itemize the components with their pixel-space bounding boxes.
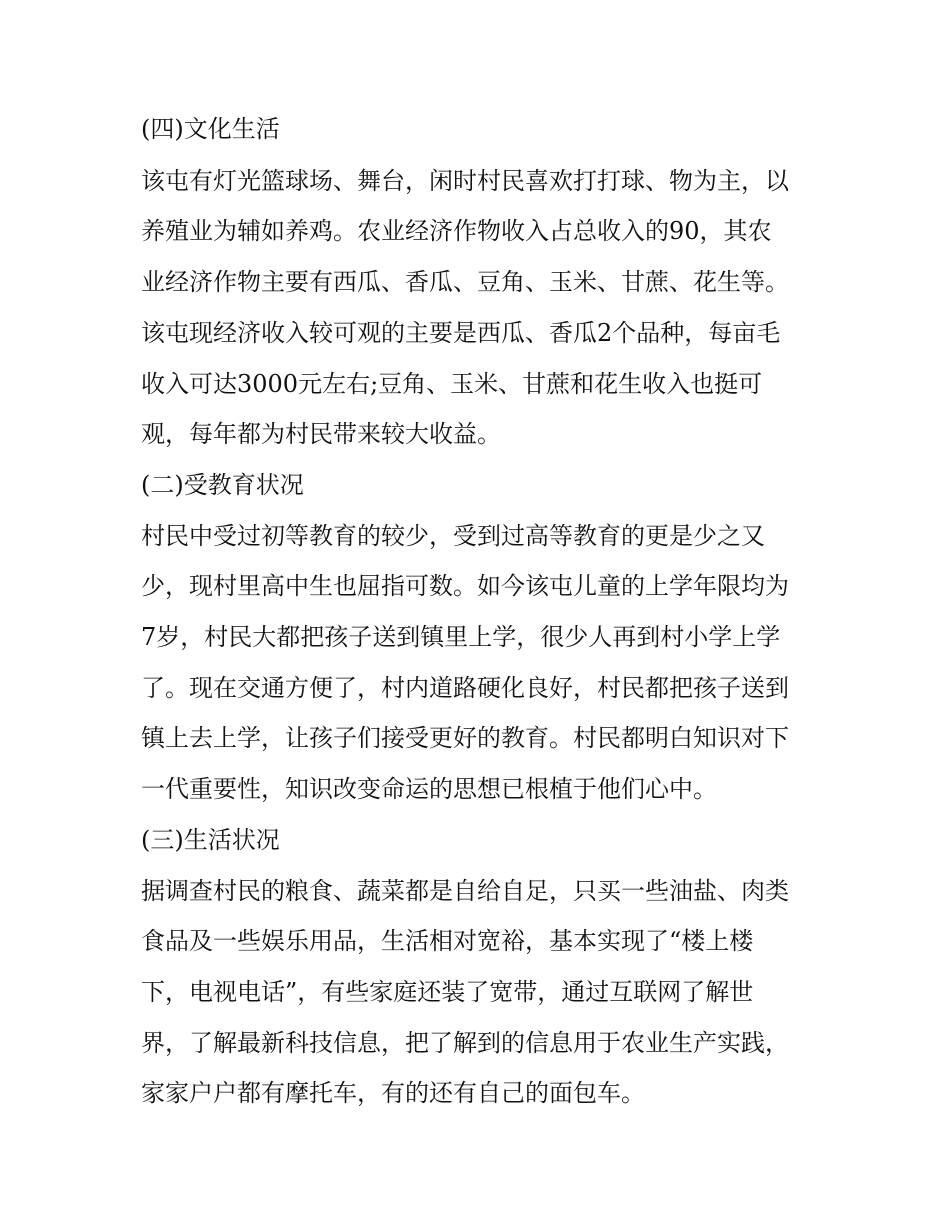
paragraph-line: 观，每年都为村民带来较大收益。 bbox=[141, 420, 501, 448]
section-heading-living: (三)生活状况 bbox=[141, 826, 280, 854]
paragraph-line: 家家户户都有摩托车，有的还有自己的面包车。 bbox=[141, 1079, 645, 1107]
paragraph-line: 养殖业为辅如养鸡。农业经济作物收入占总收入的90，其农 bbox=[141, 217, 772, 245]
paragraph-line: 7岁，村民大都把孩子送到镇里上学，很少人再到村小学上学 bbox=[141, 623, 781, 651]
paragraph-line: 界，了解最新科技信息，把了解到的信息用于农业生产实践， bbox=[141, 1029, 789, 1057]
paragraph-line: 业经济作物主要有西瓜、香瓜、豆角、玉米、甘蔗、花生等。 bbox=[141, 268, 789, 296]
paragraph-line: 村民中受过初等教育的较少，受到过高等教育的更是少之又 bbox=[141, 522, 765, 550]
paragraph-line: 收入可达3000元左右;豆角、玉米、甘蔗和花生收入也挺可 bbox=[141, 370, 763, 398]
paragraph-line: 了。现在交通方便了，村内道路硬化良好，村民都把孩子送到 bbox=[141, 674, 789, 702]
paragraph-line: 少，现村里高中生也屈指可数。如今该屯儿童的上学年限均为 bbox=[141, 572, 789, 600]
paragraph-line: 镇上去上学，让孩子们接受更好的教育。村民都明白知识对下 bbox=[141, 724, 789, 752]
paragraph-line: 下，电视电话”，有些家庭还装了宽带，通过互联网了解世 bbox=[141, 978, 754, 1006]
section-heading-culture: (四)文化生活 bbox=[141, 115, 280, 143]
paragraph-line: 一代重要性，知识改变命运的思想已根植于他们心中。 bbox=[141, 775, 717, 803]
paragraph-line: 食品及一些娱乐用品，生活相对宽裕，基本实现了“楼上楼 bbox=[141, 927, 754, 955]
paragraph-line: 据调查村民的粮食、蔬菜都是自给自足，只买一些油盐、肉类 bbox=[141, 877, 789, 905]
paragraph-line: 该屯有灯光篮球场、舞台，闲时村民喜欢打打球、物为主，以 bbox=[141, 167, 789, 195]
paragraph-line: 该屯现经济收入较可观的主要是西瓜、香瓜2个品种，每亩毛 bbox=[141, 319, 781, 347]
section-heading-education: (二)受教育状况 bbox=[141, 471, 304, 499]
